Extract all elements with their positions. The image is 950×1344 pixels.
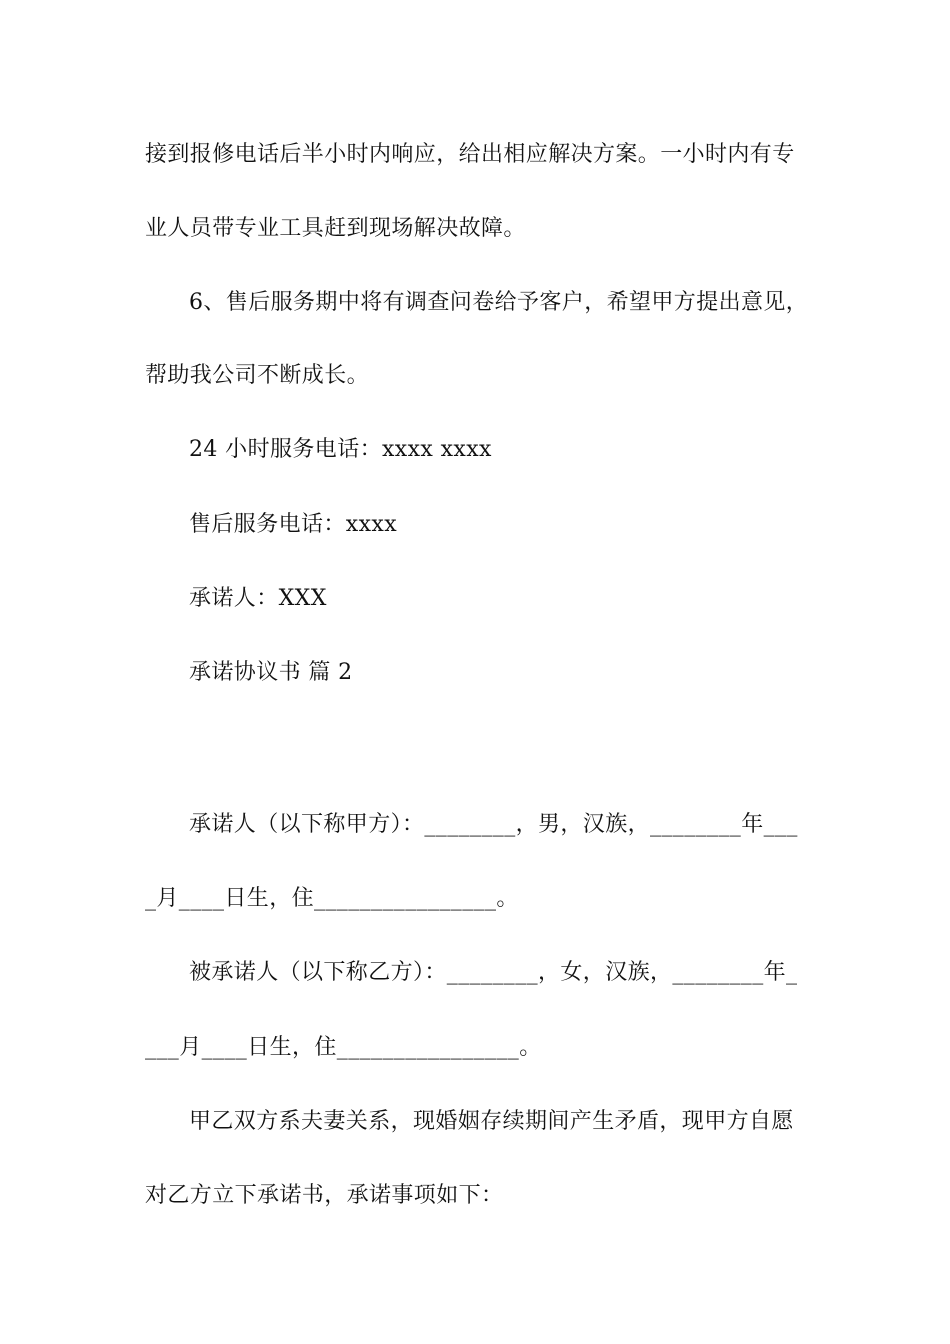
- paragraph-line: 业人员带专业工具赶到现场解决故障。: [145, 216, 526, 241]
- party-a-line-cont: _月____日生，住________________。: [145, 886, 519, 911]
- promisor-line: 承诺人：XXX: [189, 586, 327, 611]
- party-b-line-cont: ___月____日生，住________________。: [145, 1035, 542, 1060]
- paragraph-line: 对乙方立下承诺书，承诺事项如下：: [145, 1183, 504, 1208]
- party-b-line: 被承诺人（以下称乙方）：________，女，汉族，________年_: [189, 960, 798, 985]
- paragraph-line: 6、售后服务期中将有调查问卷给予客户，希望甲方提出意见，: [189, 290, 809, 315]
- paragraph-line: 帮助我公司不断成长。: [145, 363, 370, 388]
- paragraph-line: 甲乙双方系夫妻关系，现婚姻存续期间产生矛盾，现甲方自愿: [189, 1109, 794, 1134]
- party-a-line: 承诺人（以下称甲方）：________，男，汉族，________年___: [189, 812, 798, 837]
- after-sales-phone-line: 售后服务电话：xxxx: [189, 512, 398, 537]
- section-title: 承诺协议书 篇 2: [189, 660, 353, 685]
- hotline-line: 24 小时服务电话：xxxx xxxx: [189, 437, 492, 462]
- paragraph-line: 接到报修电话后半小时内响应，给出相应解决方案。一小时内有专: [145, 142, 795, 167]
